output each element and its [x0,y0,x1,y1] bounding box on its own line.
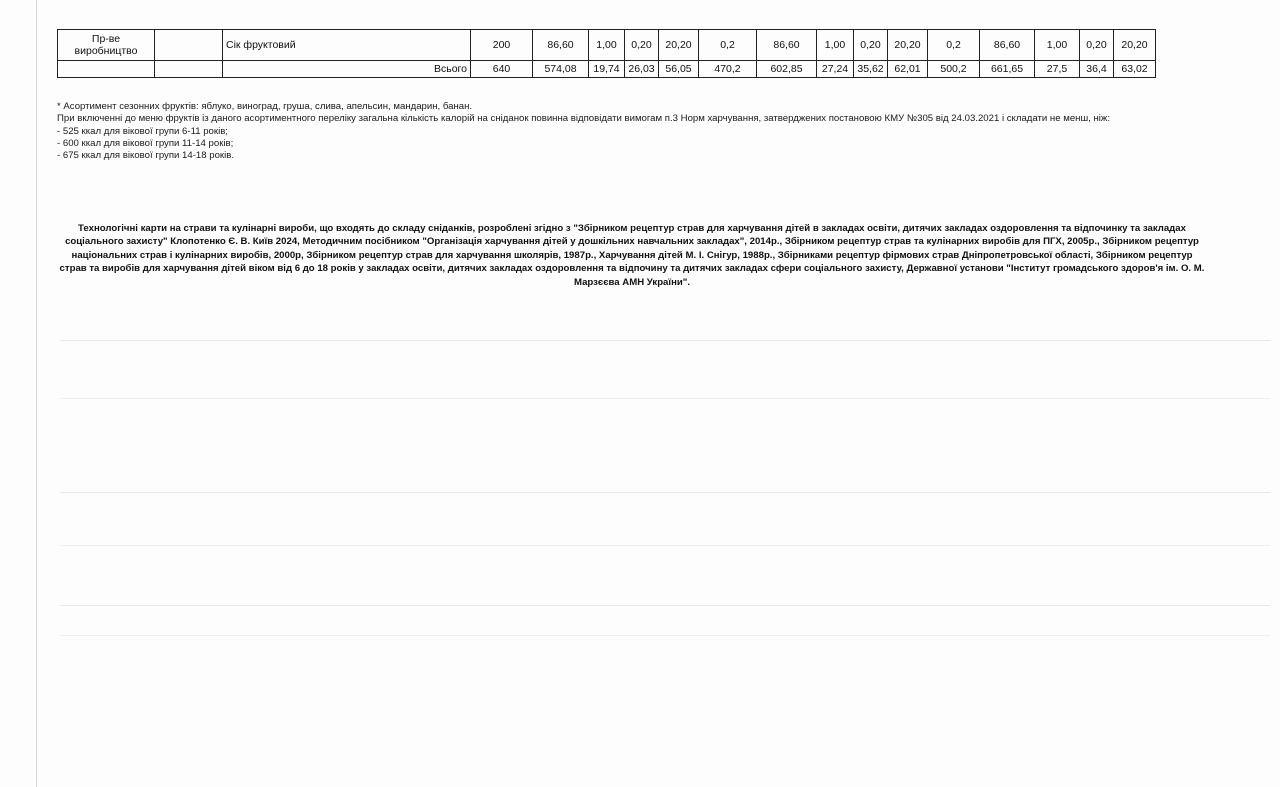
total-value-cell: 56,05 [659,61,699,78]
page-edge [36,0,37,787]
note-line: - 525 ккал для вікової групи 6-11 років; [57,125,228,137]
section-cell: Пр-ве виробництво [58,30,155,61]
scan-line [60,635,1270,636]
value-cell: 0,2 [699,30,757,61]
value-cell: 0,2 [928,30,980,61]
value-cell: 86,60 [757,30,817,61]
value-cell: 0,20 [854,30,888,61]
value-cell: 0,20 [625,30,659,61]
value-cell: 1,00 [817,30,854,61]
table-row-total [58,61,1156,78]
value-cell: 20,20 [888,30,928,61]
value-cell: 1,00 [1035,30,1080,61]
total-label-cell: Всього [223,61,471,78]
total-value-cell: 62,01 [888,61,928,78]
table-row [58,30,1156,61]
value-cell: 20,20 [659,30,699,61]
total-value-cell: 63,02 [1114,61,1156,78]
section-cell [58,61,155,78]
fruit-notes [57,101,1197,162]
total-value-cell: 500,2 [928,61,980,78]
note-line: * Асортимент сезонних фруктів: яблуко, виноград, груша, слива, апельсин, мандарин, банан. [57,101,473,112]
scan-line [60,398,1270,399]
menu-table [57,29,1156,78]
code-cell [155,30,223,61]
weight-cell: 200 [471,30,533,61]
total-value-cell: 661,65 [980,61,1035,78]
value-cell: 0,20 [1080,30,1114,61]
total-weight-cell: 640 [471,61,533,78]
total-value-cell: 470,2 [699,61,757,78]
scan-line [60,545,1270,546]
total-value-cell: 35,62 [854,61,888,78]
note-line: При включенні до меню фруктів із даного асортиментного переліку загальна кількість калорій на сніданок повинна відповідати вимогам п.3 Норм харчування, затверджених постановою КМУ №305 від 24.03.2021 і складати не менш, ніж: [57,113,1111,125]
scan-line [60,605,1270,606]
total-value-cell: 574,08 [533,61,589,78]
total-value-cell: 19,74 [589,61,625,78]
total-value-cell: 36,4 [1080,61,1114,78]
techcards-paragraph: Технологічні карти на страви та кулінарні вироби, що входять до складу сніданків, розроблені згідно з "Збірником рецептур страв для харчування дітей в закладах освіти, дитячих закладах оздоровлення та відпочинку та закладах соціального захисту" Клопотенко Є. В. Київ 2024, Методичним посібником "Організація харчування дітей у дошкільних навчальних закладах", 2014р., Збірником рецептур страв та кулінарних виробів для ПГХ, 2005р., Збірником рецептур національних страв і кулінарних виробів, 2000р, Збірником рецептур страв для харчування школярів, 1987р., Харчування дітей М. І. Снігур, 1988р., Збірниками рецептур фірмових страв Дніпропетровської області, Збірником рецептур страв та виробів для харчування дітей віком від 6 до 18 років у закладах освіти, дитячих закладах оздоровлення та відпочину та дитячих закладах сфери соціального захисту, Державної установи "Інститут громадського здоров'я ім. О. М. Марзєєва АМН України". [59,223,1205,288]
note-line: - 600 ккал для вікової групи 11-14 років; [57,137,234,149]
total-value-cell: 27,24 [817,61,854,78]
note-line: - 675 ккал для вікової групи 14-18 років. [57,150,235,162]
total-value-cell: 27,5 [1035,61,1080,78]
value-cell: 1,00 [589,30,625,61]
code-cell [155,61,223,78]
scan-line [60,492,1270,493]
value-cell: 86,60 [533,30,589,61]
dish-name-cell: Сік фруктовий [223,30,471,61]
scan-line [60,340,1270,341]
value-cell: 20,20 [1114,30,1156,61]
total-value-cell: 602,85 [757,61,817,78]
total-value-cell: 26,03 [625,61,659,78]
value-cell: 86,60 [980,30,1035,61]
